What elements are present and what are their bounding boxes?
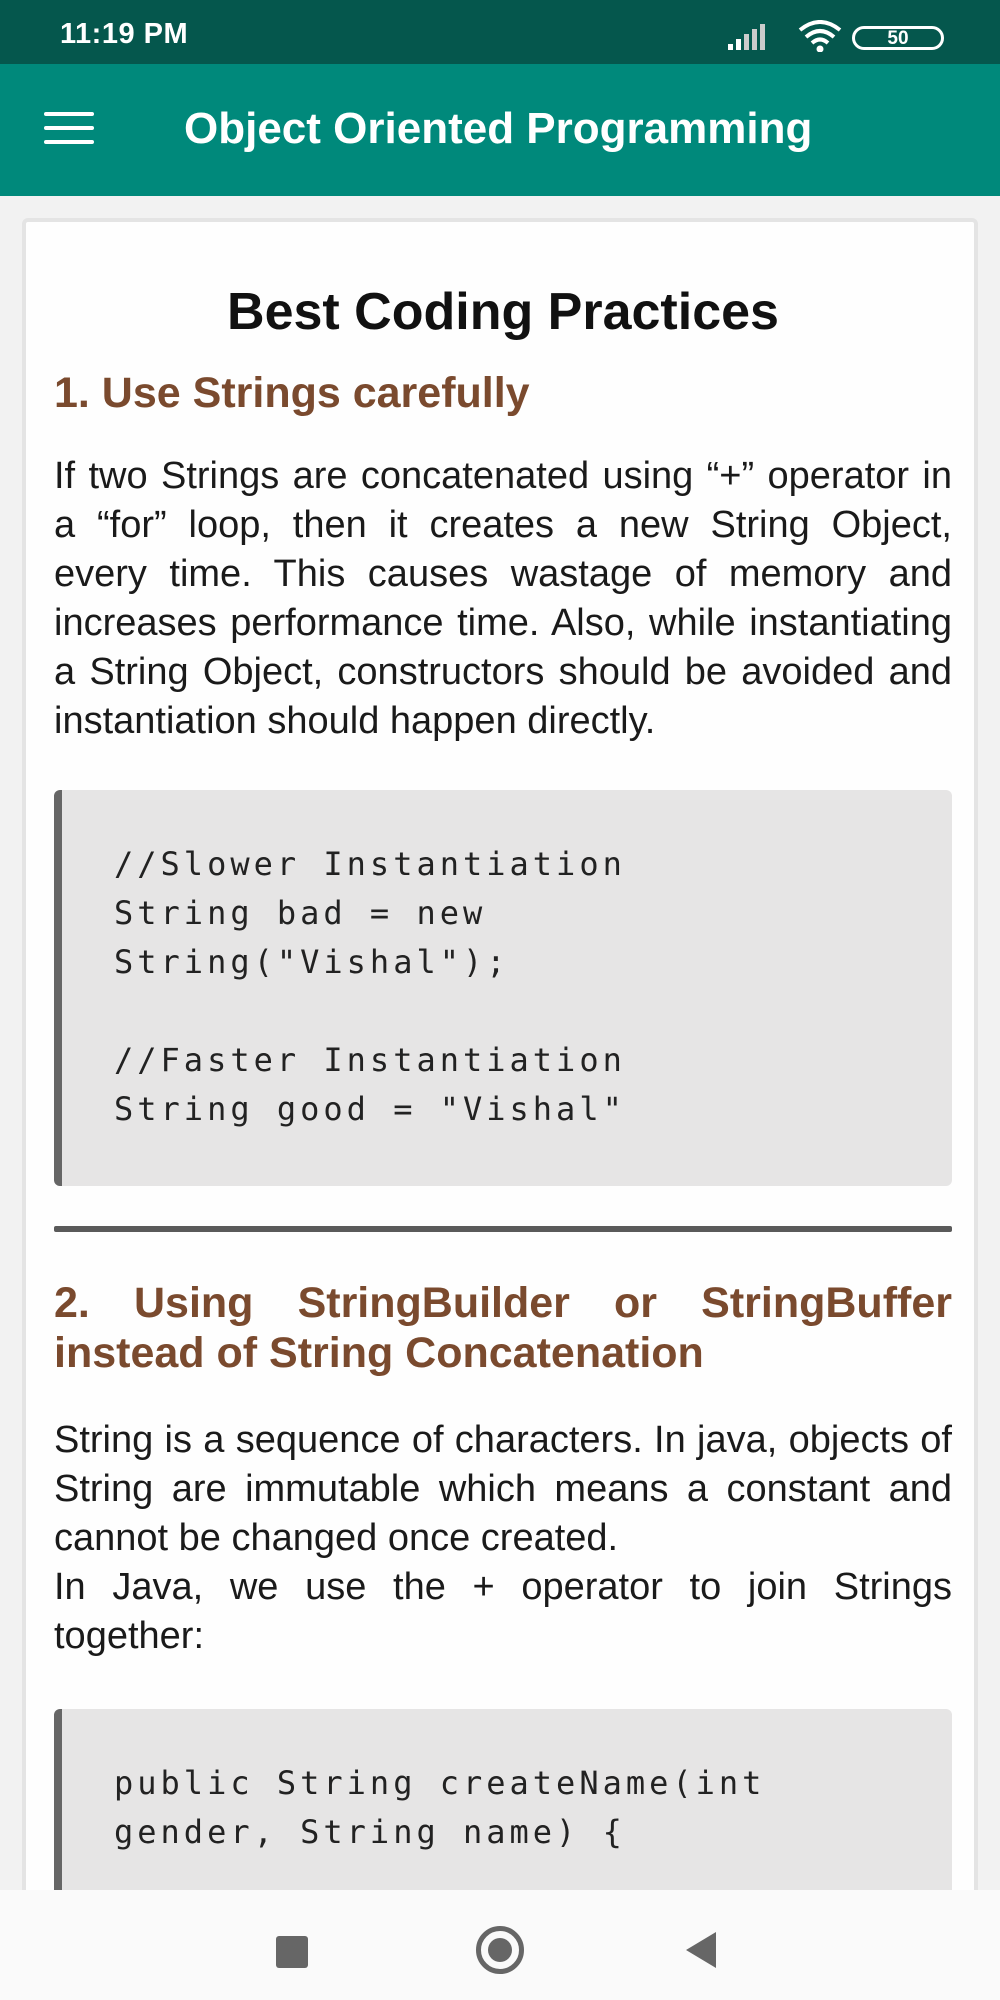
home-icon[interactable] — [476, 1926, 524, 1974]
status-bar — [0, 0, 1000, 64]
section-2-code-block: public String createName(int gender, String name) { — [54, 1709, 952, 1909]
article-content — [54, 222, 952, 1909]
section-divider — [54, 1226, 952, 1232]
section-1-heading: 1. Use Strings carefully — [54, 369, 530, 417]
battery-icon — [852, 26, 944, 50]
menu-icon[interactable] — [44, 112, 94, 148]
app-bar — [0, 64, 1000, 196]
navigation-bar — [0, 1890, 1000, 2000]
recents-icon[interactable] — [276, 1936, 308, 1968]
article-card[interactable] — [22, 218, 978, 1918]
section-1-paragraph: If two Strings are concatenated using “+” operator in a “for” loop, then it creates a new String Object, every time. This causes wastage of memory and increases performance time. Also, while instantiating a String Object, constructors should be avoided and instantiation should happen directly. — [54, 455, 952, 742]
article-title: Best Coding Practices — [227, 283, 779, 341]
battery-level: 50 — [887, 28, 909, 49]
status-time: 11:19 PM — [60, 18, 189, 50]
signal-icon — [728, 24, 768, 50]
section-2-paragraph: String is a sequence of characters. In java, objects of String are immutable which means a constant and cannot be changed once created. — [54, 1419, 952, 1559]
back-icon[interactable] — [686, 1932, 716, 1968]
section-2-paragraph-2: In Java, we use the + operator to join Strings together: — [54, 1566, 952, 1657]
wifi-icon — [798, 20, 842, 52]
section-2-heading: 2. Using StringBuilder or StringBuffer instead of String Concatenation — [54, 1279, 952, 1377]
app-title: Object Oriented Programming — [184, 104, 813, 153]
section-1-code-block: //Slower Instantiation String bad = new String("Vishal"); //Faster Instantiation String good = "Vishal" — [54, 790, 952, 1186]
